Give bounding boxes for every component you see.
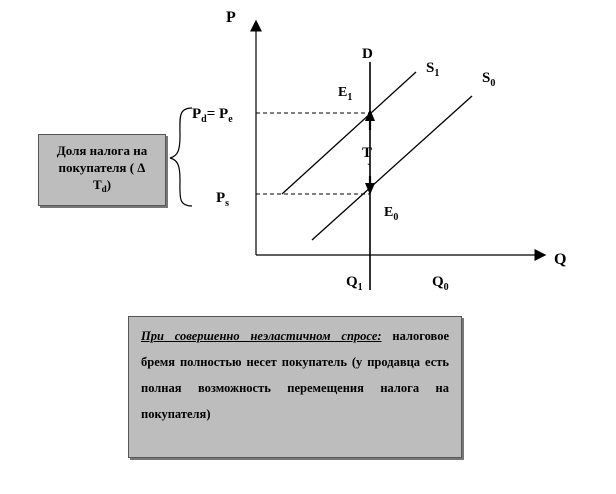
demand-label: D (362, 46, 373, 62)
y-axis-label: P (226, 9, 236, 26)
note-text: налоговое бремя полностью несет покупатель (у продавца есть полная возможность перемещения налога на покупателя) (141, 329, 449, 421)
buyer-tax-share-box (38, 134, 166, 206)
x-axis-label: Q (554, 251, 567, 268)
tax-label: T (362, 145, 373, 161)
brace (170, 108, 192, 206)
tax-arrow-head-down (365, 183, 375, 195)
buyer-tax-share-line2: покупателя ( Δ (58, 160, 146, 175)
supply-curve-s1 (282, 72, 416, 194)
tax-dot: ` (367, 161, 371, 175)
note-emphasis: При совершенно неэластичном спросе: (141, 329, 382, 343)
price-seller-label: $P_s$ (216, 190, 230, 209)
inelastic-demand-note (128, 316, 462, 458)
q1-label: $Q_1$ (346, 274, 363, 293)
buyer-tax-share-line3: $T_d$) (92, 177, 112, 194)
e1-label: $E_1$ (338, 85, 353, 103)
supply-s0-label: $S_0$ (482, 70, 496, 89)
price-buyer-label: $P_d= P_e$ (192, 106, 233, 125)
supply-s1-label: $S_1$ (426, 60, 440, 79)
e0-label: $E_0$ (384, 205, 399, 223)
q0-label: $Q_0$ (432, 274, 449, 293)
buyer-tax-share-line1: Доля налога на (56, 143, 148, 158)
